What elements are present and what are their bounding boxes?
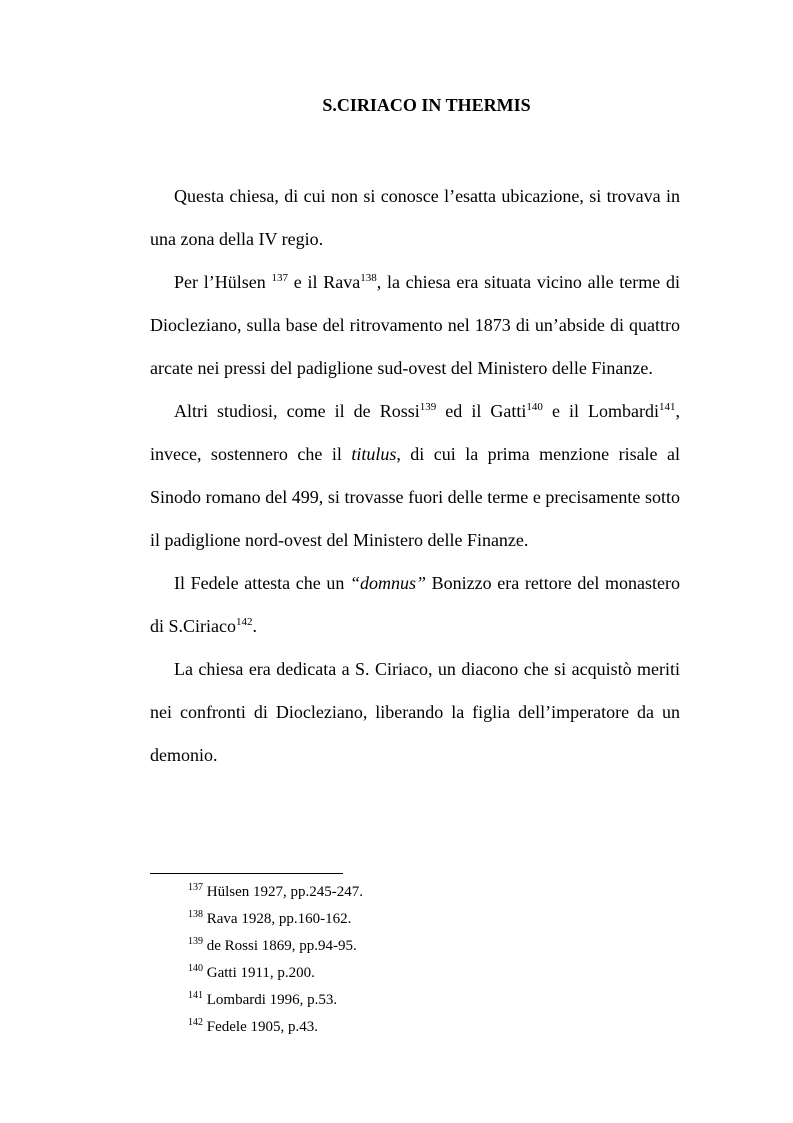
page-title: S.CIRIACO IN THERMIS <box>322 95 531 115</box>
text-run: Altri studiosi, come il de Rossi <box>174 401 420 421</box>
paragraph-fedele <box>150 562 680 648</box>
footnote-142 <box>188 1014 363 1041</box>
paragraph-dedication: La chiesa era dedicata a S. Ciriaco, un diacono che si acquistò meriti nei confronti di Diocleziano, liberando la figlia dell’imperatore da un demonio. <box>150 659 680 765</box>
footnote-text: Gatti 1911, p.200. <box>206 965 315 981</box>
text-run: Il Fedele attesta che un <box>174 573 350 593</box>
footnote-ref[interactable]: 141 <box>659 401 676 413</box>
footnote-ref[interactable]: 142 <box>236 616 253 628</box>
italic-term: titulus <box>351 444 397 464</box>
footnote-ref[interactable]: 138 <box>360 272 377 284</box>
text-run: Bonizzo era rettore del monastero di S.Ciriaco <box>150 573 680 636</box>
footnote-separator <box>150 873 343 874</box>
footnote-140 <box>188 960 363 987</box>
footnote-number: 140 <box>188 963 203 974</box>
footnote-text: Hülsen 1927, pp.245-247. <box>206 884 363 900</box>
footnotes <box>188 879 363 1041</box>
footnote-number: 141 <box>188 990 203 1001</box>
footnote-number: 139 <box>188 936 203 947</box>
footnote-ref[interactable]: 137 <box>271 272 288 284</box>
footnote-text: de Rossi 1869, pp.94-95. <box>206 938 357 954</box>
body-text <box>150 175 680 777</box>
footnote-number: 137 <box>188 882 203 893</box>
text-run: . <box>252 616 257 636</box>
text-run: Per l’Hülsen <box>174 272 272 292</box>
text-run: ed il Gatti <box>436 401 527 421</box>
paragraph-other-scholars <box>150 390 680 562</box>
footnote-text: Lombardi 1996, p.53. <box>206 992 338 1008</box>
footnote-ref[interactable]: 139 <box>419 401 437 413</box>
footnote-ref[interactable]: 140 <box>526 401 543 413</box>
footnote-138 <box>188 906 363 933</box>
text-run: , di cui la prima menzione risale al Sinodo romano del 499, si trovasse fuori delle terme e precisamente sotto il padiglione nord-ovest del Ministero delle Finanze. <box>150 444 681 550</box>
text-run: , la chiesa era situata vicino alle terme di Diocleziano, sulla base del ritrovamento nel 1873 di un’abside di quattro arcate nei pressi del padiglione sud-ovest del Ministero delle Finanze. <box>150 272 681 378</box>
text-run: e il Lombardi <box>542 401 660 421</box>
text-run: e il Rava <box>287 272 361 292</box>
footnote-number: 142 <box>188 1017 203 1028</box>
footnote-text: Rava 1928, pp.160-162. <box>206 911 352 927</box>
text-run: , invece, sostennero che il <box>150 401 681 464</box>
paragraph-hulsen-rava <box>150 261 680 390</box>
footnote-number: 138 <box>188 909 203 920</box>
footnote-141 <box>188 987 363 1014</box>
italic-term: “domnus” <box>350 573 427 593</box>
footnote-137 <box>188 879 363 906</box>
footnote-text: Fedele 1905, p.43. <box>206 1019 318 1035</box>
paragraph-location: Questa chiesa, di cui non si conosce l’esatta ubicazione, si trovava in una zona della IV regio. <box>150 186 680 249</box>
footnote-139 <box>188 933 363 960</box>
